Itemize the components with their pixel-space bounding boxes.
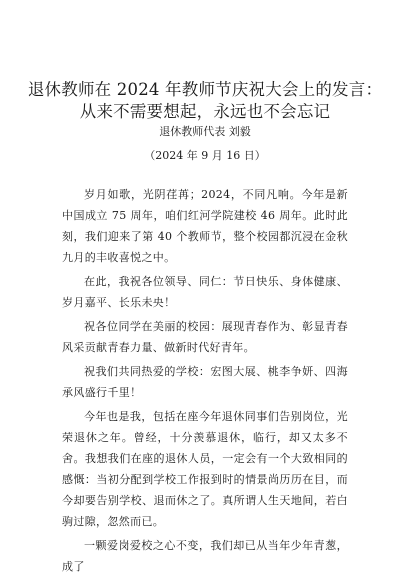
title-line-2: 从来不需要想起，永远也不会忘记 xyxy=(79,102,331,121)
paragraph: 一颗爱岗爱校之心不变，我们却已从当年少年青葱，成了 xyxy=(62,539,348,573)
paragraph: 祝各位同学在美丽的校园：展现青春作为、彰显青春风采贡献青春力量、做新时代好青年。 xyxy=(62,320,348,354)
document-body xyxy=(62,184,348,580)
paragraph: 今年也是我，包括在座今年退休同事们告别岗位，光荣退休之年。曾经，十分羡慕退休，临行，却又太多不舍。我想我们在座的退休人员，一定会有一个大致相同的感慨：当初分配到学校工作报到时的情景尚历历在目，而今却要告别学校、退而休之了。真所谓人生天地间，若白驹过隙，忽然而已。 xyxy=(62,410,348,528)
paragraph: 在此，我祝各位领导、同仁：节日快乐、身体健康、岁月嘉平、长乐未央！ xyxy=(62,275,348,309)
title-line-1: 退休教师在 2024 年教师节庆祝大会上的发言： xyxy=(27,80,383,99)
date-line: （2024 年 9 月 16 日） xyxy=(144,149,266,162)
author-line: 退休教师代表 刘毅 xyxy=(159,125,251,138)
paragraph: 岁月如歌，光阴荏苒；2024，不同凡响。今年是新中国成立 75 周年，咱们红河学院建校 46 周年。此时此刻，我们迎来了第 40 个教师节，整个校园都沉浸在金秋九月的丰收喜悦之中。 xyxy=(62,188,348,264)
paragraph: 祝我们共同热爱的学校：宏图大展、桃李争妍、四海承风盛行千里！ xyxy=(62,365,348,399)
